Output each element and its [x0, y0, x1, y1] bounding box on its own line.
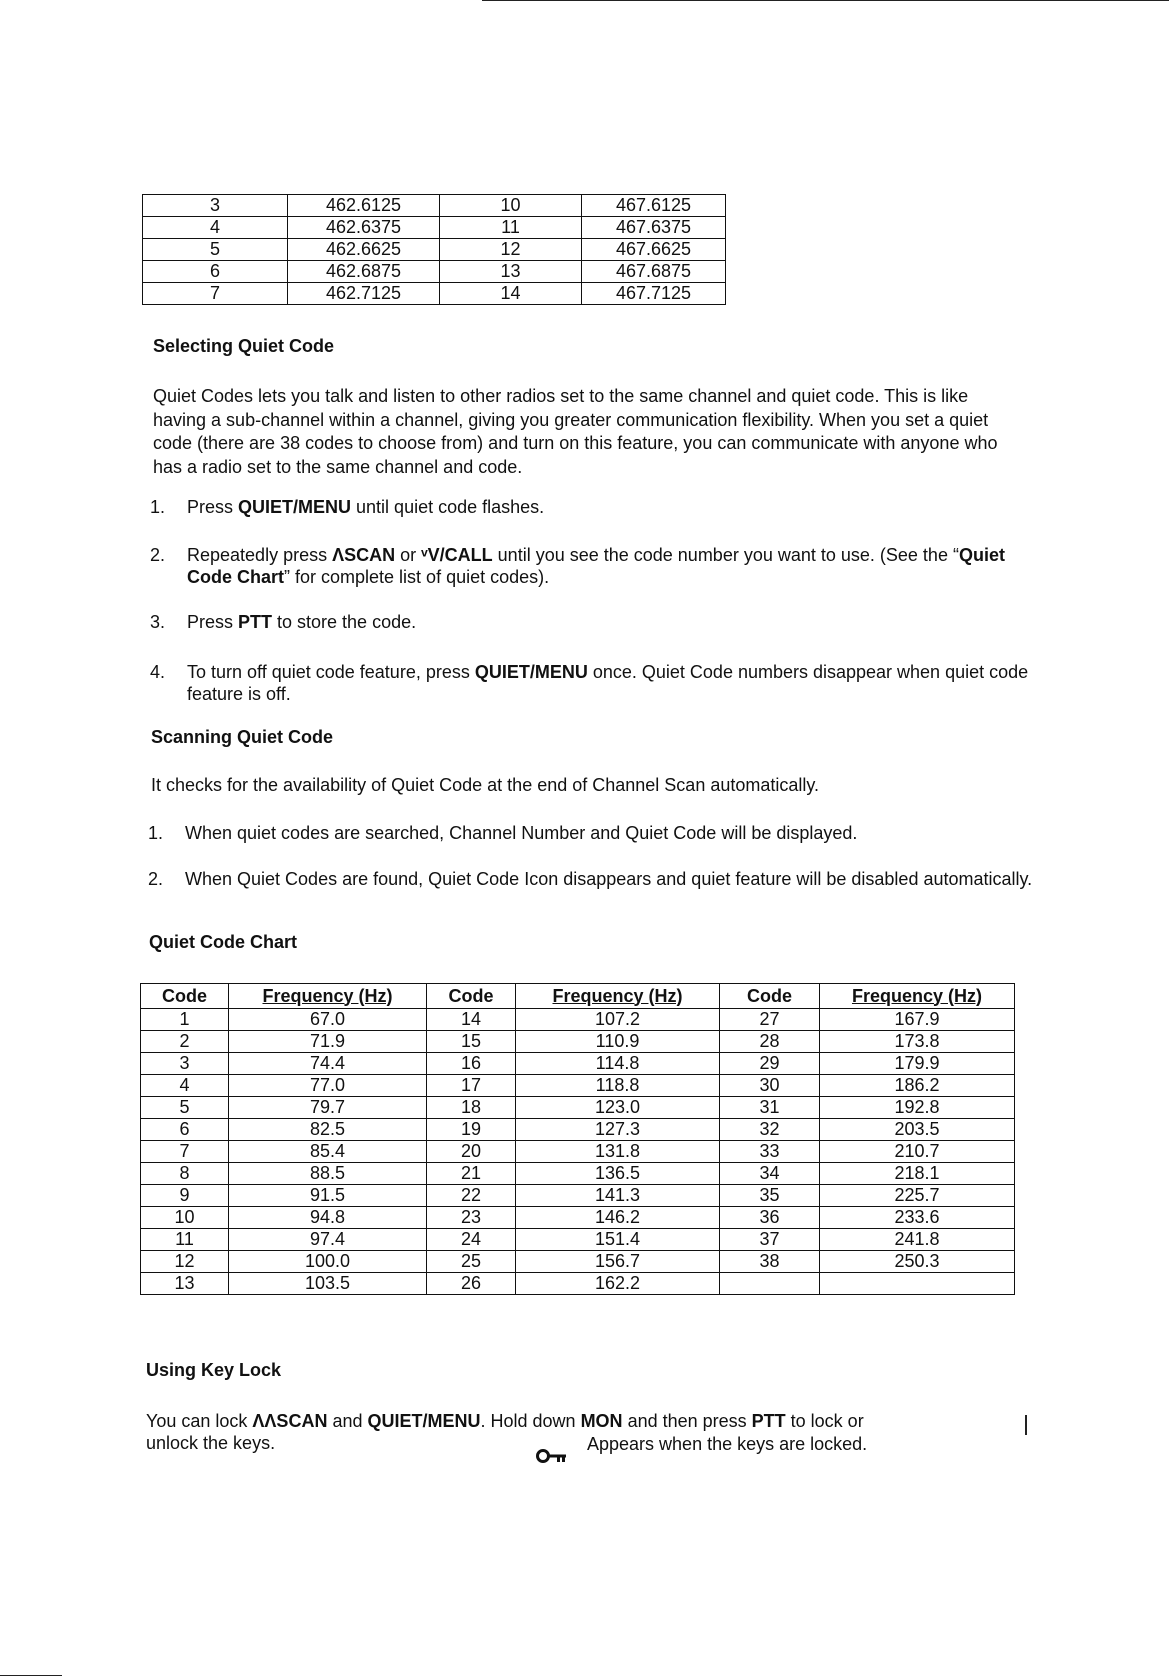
table-cell: 127.3: [516, 1119, 720, 1141]
table-cell: 118.8: [516, 1075, 720, 1097]
key-name: PTT: [238, 612, 273, 632]
selecting-heading: Selecting Quiet Code: [153, 336, 335, 356]
table-cell: 13: [141, 1273, 229, 1295]
text: . Hold down: [480, 1411, 581, 1431]
table-cell: 19: [427, 1119, 516, 1141]
table-cell: 21: [427, 1163, 516, 1185]
text: unlock the keys.: [146, 1433, 276, 1453]
table-cell: 37: [720, 1229, 820, 1251]
text: to lock or: [785, 1411, 864, 1431]
text: and: [327, 1411, 368, 1431]
table-cell: 1: [141, 1009, 229, 1031]
step-text: or: [395, 545, 422, 565]
table-cell: 17: [427, 1075, 516, 1097]
table-row: [141, 1053, 1015, 1075]
table-cell: 16: [427, 1053, 516, 1075]
step-text: Repeatedly press: [187, 545, 333, 565]
table-cell: 146.2: [516, 1207, 720, 1229]
step-text: once. Quiet Code numbers disappear when quiet code feature is off.: [187, 662, 1029, 704]
table-cell: 9: [141, 1185, 229, 1207]
table-row: [141, 1075, 1015, 1097]
step-text: To turn off quiet code feature, press: [187, 662, 475, 682]
table-cell: 79.7: [229, 1097, 427, 1119]
table-cell: 91.5: [229, 1185, 427, 1207]
table-cell: 29: [720, 1053, 820, 1075]
text: and then press: [622, 1411, 752, 1431]
table-cell: 15: [427, 1031, 516, 1053]
table-cell: 467.6125: [582, 195, 726, 217]
column-header: Frequency (Hz): [820, 984, 1015, 1009]
table-cell: 10: [141, 1207, 229, 1229]
table-cell: 77.0: [229, 1075, 427, 1097]
table-cell: 33: [720, 1141, 820, 1163]
key-name: ᵛV/CALL: [421, 545, 493, 565]
table-cell: 11: [440, 217, 582, 239]
step-text: Press: [187, 497, 239, 517]
table-cell: 24: [427, 1229, 516, 1251]
table-cell: 462.6875: [288, 261, 440, 283]
key-icon: [536, 1448, 568, 1469]
text: You can lock: [146, 1411, 253, 1431]
table-cell: 94.8: [229, 1207, 427, 1229]
table-cell: 162.2: [516, 1273, 720, 1295]
table-cell: 462.6375: [288, 217, 440, 239]
table-cell: 74.4: [229, 1053, 427, 1075]
table-cell: 218.1: [820, 1163, 1015, 1185]
chart-reference: Quiet Code Chart: [187, 545, 1005, 587]
table-cell: 11: [141, 1229, 229, 1251]
table-cell: 151.4: [516, 1229, 720, 1251]
step-number: 1.: [148, 823, 164, 843]
step-text: until quiet code flashes.: [351, 497, 545, 517]
table-cell: 3: [141, 1053, 229, 1075]
table-cell: 173.8: [820, 1031, 1015, 1053]
table-row: [141, 1119, 1015, 1141]
table-cell: 5: [143, 239, 288, 261]
table-cell: 23: [427, 1207, 516, 1229]
table-cell: 203.5: [820, 1119, 1015, 1141]
scanning-heading: Scanning Quiet Code: [151, 727, 334, 747]
table-cell: 6: [143, 261, 288, 283]
table-cell: 2: [141, 1031, 229, 1053]
table-cell: 156.7: [516, 1251, 720, 1273]
key-name: ΛΛSCAN: [252, 1411, 328, 1431]
table-cell: 71.9: [229, 1031, 427, 1053]
table-cell: 38: [720, 1251, 820, 1273]
table-cell: 14: [440, 283, 582, 305]
keylock-heading: Using Key Lock: [146, 1360, 282, 1380]
table-cell: 31: [720, 1097, 820, 1119]
table-cell: [720, 1273, 820, 1295]
table-cell: 67.0: [229, 1009, 427, 1031]
table-cell: 25: [427, 1251, 516, 1273]
table-row: [143, 283, 726, 305]
top-rule: [482, 0, 1169, 1]
table-cell: 36: [720, 1207, 820, 1229]
table-cell: 233.6: [820, 1207, 1015, 1229]
table-row: [143, 195, 726, 217]
table-cell: 26: [427, 1273, 516, 1295]
table-row: [141, 1141, 1015, 1163]
step-text: to store the code.: [272, 612, 417, 632]
table-cell: 192.8: [820, 1097, 1015, 1119]
table-cell: 20: [427, 1141, 516, 1163]
table-cell: 30: [720, 1075, 820, 1097]
table-cell: 467.7125: [582, 283, 726, 305]
table-cell: 167.9: [820, 1009, 1015, 1031]
table-row: [141, 1163, 1015, 1185]
table-cell: 210.7: [820, 1141, 1015, 1163]
table-cell: 34: [720, 1163, 820, 1185]
table-cell: 27: [720, 1009, 820, 1031]
table-cell: 179.9: [820, 1053, 1015, 1075]
table-cell: 131.8: [516, 1141, 720, 1163]
table-cell: 8: [141, 1163, 229, 1185]
table-cell: 32: [720, 1119, 820, 1141]
table-row: [141, 1097, 1015, 1119]
margin-bar: [1025, 1415, 1027, 1435]
table-cell: 12: [440, 239, 582, 261]
table-cell: 7: [141, 1141, 229, 1163]
step-text: until you see the code number you want to use. (See the “: [492, 545, 959, 565]
table-cell: 12: [141, 1251, 229, 1273]
table-cell: 4: [141, 1075, 229, 1097]
table-cell: 6: [141, 1119, 229, 1141]
table-cell: 18: [427, 1097, 516, 1119]
table-cell: 467.6875: [582, 261, 726, 283]
table-row: [143, 217, 726, 239]
table-cell: 100.0: [229, 1251, 427, 1273]
quiet-code-chart: [140, 983, 1015, 1295]
step-number: 1.: [150, 497, 166, 517]
step-number: 3.: [150, 612, 166, 632]
table-row: [143, 239, 726, 261]
column-header: Frequency (Hz): [516, 984, 720, 1009]
key-name: QUIET/MENU: [367, 1411, 481, 1431]
table-cell: [820, 1273, 1015, 1295]
table-cell: 7: [143, 283, 288, 305]
table-cell: 114.8: [516, 1053, 720, 1075]
table-cell: 225.7: [820, 1185, 1015, 1207]
key-name: QUIET/MENU: [474, 662, 588, 682]
key-name: ΛSCAN: [332, 545, 396, 565]
table-cell: 3: [143, 195, 288, 217]
table-cell: 462.6125: [288, 195, 440, 217]
table-row: [141, 1009, 1015, 1031]
table-cell: 103.5: [229, 1273, 427, 1295]
table-cell: 241.8: [820, 1229, 1015, 1251]
table-row: [141, 1207, 1015, 1229]
bottom-rule: [0, 1675, 62, 1676]
table-cell: 14: [427, 1009, 516, 1031]
table-cell: 88.5: [229, 1163, 427, 1185]
key-name: MON: [580, 1411, 623, 1431]
key-icon-caption: Appears when the keys are locked.: [587, 1434, 868, 1454]
table-cell: 22: [427, 1185, 516, 1207]
key-name: QUIET/MENU: [238, 497, 352, 517]
step-number: 4.: [150, 662, 166, 682]
table-row: [143, 261, 726, 283]
table-cell: 462.6625: [288, 239, 440, 261]
step-text: When quiet codes are searched, Channel Number and Quiet Code will be displayed.: [185, 823, 858, 843]
step-text: ” for complete list of quiet codes).: [284, 567, 550, 587]
column-header: Code: [720, 984, 820, 1009]
table-cell: 4: [143, 217, 288, 239]
table-cell: 467.6375: [582, 217, 726, 239]
step-text: When Quiet Codes are found, Quiet Code Icon disappears and quiet feature will be disabled automatically.: [185, 869, 1033, 889]
step-number: 2.: [148, 869, 164, 889]
table-row: [141, 1185, 1015, 1207]
table-cell: 141.3: [516, 1185, 720, 1207]
table-cell: 250.3: [820, 1251, 1015, 1273]
step-text: Press: [187, 612, 239, 632]
table-cell: 13: [440, 261, 582, 283]
table-cell: 85.4: [229, 1141, 427, 1163]
table-cell: 107.2: [516, 1009, 720, 1031]
table-cell: 136.5: [516, 1163, 720, 1185]
table-cell: 462.7125: [288, 283, 440, 305]
table-cell: 5: [141, 1097, 229, 1119]
column-header: Code: [141, 984, 229, 1009]
column-header: Frequency (Hz): [229, 984, 427, 1009]
table-cell: 35: [720, 1185, 820, 1207]
channel-frequency-table: [142, 194, 726, 305]
table-row: [141, 1229, 1015, 1251]
selecting-paragraph: Quiet Codes lets you talk and listen to other radios set to the same channel and quiet code. This is like having a sub-channel within a channel, giving you greater communication flexibility. When you set a quiet code (there are 38 codes to choose from) and turn on this feature, you can communicate with anyone who has a radio set to the same channel and code.: [153, 386, 998, 477]
table-cell: 97.4: [229, 1229, 427, 1251]
table-row: [141, 1031, 1015, 1053]
chart-heading: Quiet Code Chart: [149, 932, 298, 952]
table-row: [141, 1251, 1015, 1273]
table-cell: 123.0: [516, 1097, 720, 1119]
scanning-paragraph: It checks for the availability of Quiet Code at the end of Channel Scan automatically.: [151, 775, 820, 795]
step-number: 2.: [150, 545, 166, 565]
key-name: PTT: [751, 1411, 786, 1431]
table-cell: 110.9: [516, 1031, 720, 1053]
table-row: [141, 1273, 1015, 1295]
column-header: Code: [427, 984, 516, 1009]
table-cell: 10: [440, 195, 582, 217]
table-cell: 467.6625: [582, 239, 726, 261]
table-cell: 82.5: [229, 1119, 427, 1141]
table-cell: 28: [720, 1031, 820, 1053]
table-cell: 186.2: [820, 1075, 1015, 1097]
